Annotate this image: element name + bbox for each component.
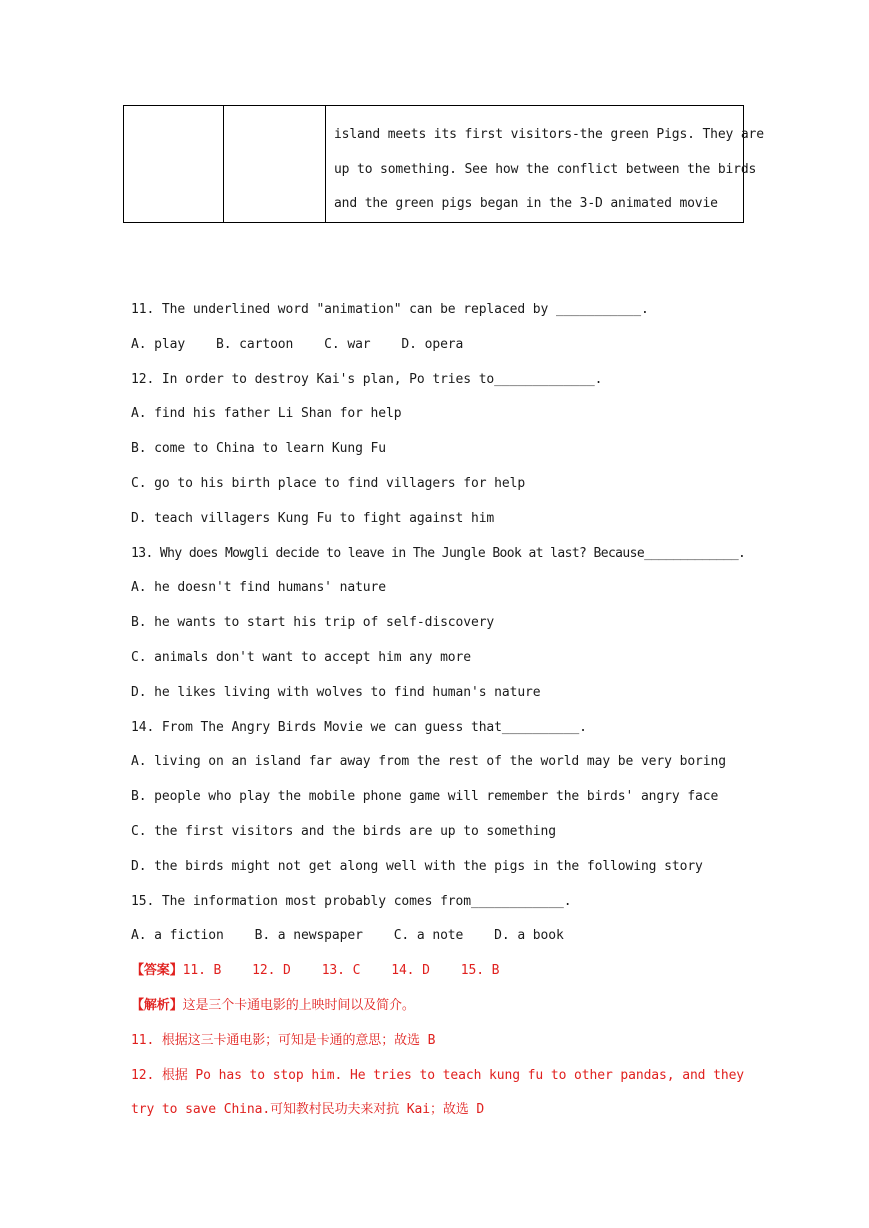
question-14-option-c: C. the first visitors and the birds are up to something xyxy=(131,823,556,839)
question-14-option-b: B. people who play the mobile phone game will remember the birds' angry face xyxy=(131,789,719,805)
table-text-line: up to something. See how the conflict between the birds xyxy=(334,161,757,177)
question-13-option-d: D. he likes living with wolves to find human's nature xyxy=(131,684,541,700)
passage-table-fragment xyxy=(123,105,764,223)
question-12-option-c: C. go to his birth place to find villagers for help xyxy=(131,475,526,491)
table-cell-empty-2 xyxy=(224,106,326,223)
question-12-stem: 12. In order to destroy Kai's plan, Po tries to_____________. xyxy=(131,371,603,387)
question-12-option-a: A. find his father Li Shan for help xyxy=(131,406,402,422)
questions-section xyxy=(131,293,751,1128)
question-13-option-b: B. he wants to start his trip of self-discovery xyxy=(131,615,495,631)
analysis-label: 【解析】 xyxy=(131,997,183,1013)
answer-text: 11. B 12. D 13. C 14. D 15. B xyxy=(182,963,500,979)
question-15-stem: 15. The information most probably comes from____________. xyxy=(131,893,572,909)
table-text-line: and the green pigs began in the 3-D animated movie xyxy=(334,196,718,211)
question-11-options: A. play B. cartoon C. war D. opera xyxy=(131,336,464,352)
question-12-option-b: B. come to China to learn Kung Fu xyxy=(131,441,386,457)
question-13-option-a: A. he doesn't find humans' nature xyxy=(131,580,386,596)
question-14-option-a: A. living on an island far away from the rest of the world may be very boring xyxy=(131,754,726,770)
question-13-option-c: C. animals don't want to accept him any more xyxy=(131,649,471,665)
question-12-option-d: D. teach villagers Kung Fu to fight against him xyxy=(131,510,495,526)
question-14-option-d: D. the birds might not get along well with the pigs in the following story xyxy=(131,858,703,874)
answer-line xyxy=(131,954,751,989)
question-15-options: A. a fiction B. a newspaper C. a note D. a book xyxy=(131,928,564,944)
answer-label: 【答案】 xyxy=(131,963,183,979)
table-cell-description xyxy=(326,106,764,223)
table-cell-empty-1 xyxy=(124,106,224,223)
analysis-text: 这是三个卡通电影的上映时间以及简介。 xyxy=(182,997,415,1013)
analysis-item-11: 11. 根据这三卡通电影；可知是卡通的意思；故选 B xyxy=(131,1032,436,1048)
analysis-item-12: 12. 根据 Po has to stop him. He tries to teach kung fu to other pandas, and they xyxy=(131,1067,745,1083)
question-14-stem: 14. From The Angry Birds Movie we can guess that__________. xyxy=(131,719,587,735)
question-13-stem: 13. Why does Mowgli decide to leave in The Jungle Book at last? Because_____________. xyxy=(131,545,746,561)
question-11-stem: 11. The underlined word "animation" can be replaced by ___________. xyxy=(131,302,649,317)
analysis-line xyxy=(131,989,751,1024)
analysis-item-12-continued: try to save China.可知教村民功夫来对抗 Kai；故选 D xyxy=(131,1102,485,1118)
table-text-line: island meets its first visitors-the green Pigs. They are xyxy=(334,127,764,142)
